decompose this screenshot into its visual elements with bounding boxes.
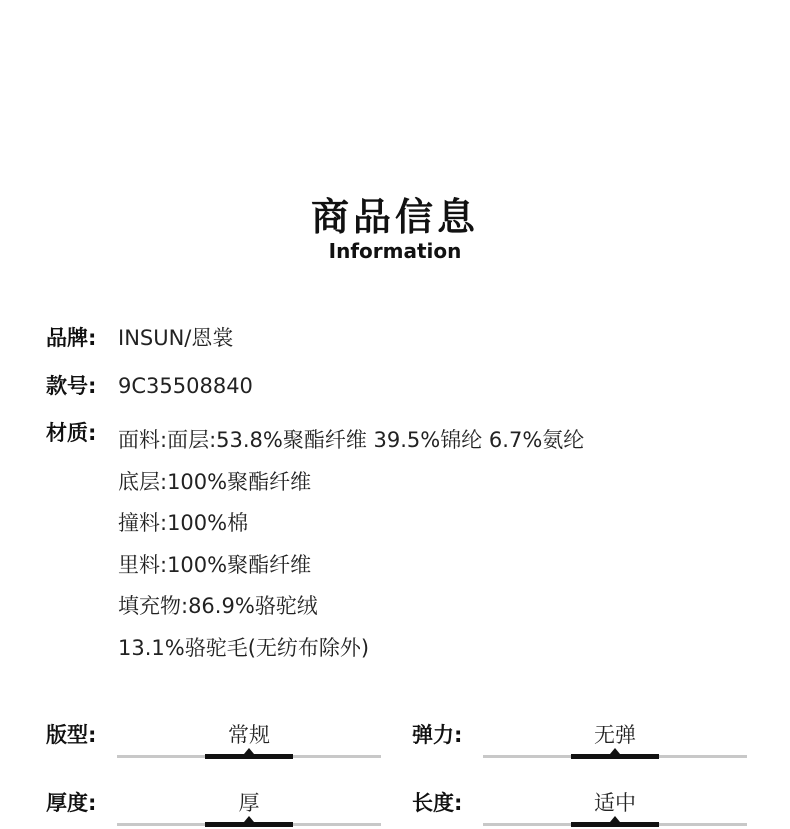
fit-label: 版型: [46,723,97,747]
material-line: 撞料:100%棉 [118,511,249,536]
material-line: 填充物:86.9%骆驼绒 [118,594,318,619]
scale-pointer-icon [244,748,254,754]
scale-marker [205,754,293,759]
length-label: 长度: [412,791,463,815]
thickness-label: 厚度: [46,791,97,815]
thickness-value: 厚 [238,791,260,815]
stretch-scale [483,721,747,761]
material-line: 底层:100%聚酯纤维 [118,469,312,494]
fit-scale [117,721,381,761]
length-scale [483,789,747,829]
model-value: 9C35508840 [118,374,253,398]
scale-marker [571,822,659,827]
scale-pointer-icon [610,748,620,754]
thickness-scale [117,789,381,829]
material-line: 面料:面层:53.8%聚酯纤维 39.5%锦纶 6.7%氨纶 [118,428,585,452]
page-subtitle: Information [328,239,462,263]
material-list [118,425,584,675]
stretch-value: 无弹 [594,723,636,747]
length-value: 适中 [594,791,636,815]
brand-value: INSUN/恩裳 [118,326,234,350]
fit-value: 常规 [228,723,270,747]
material-line: 里料:100%聚酯纤维 [118,552,312,577]
model-label: 款号: [46,374,97,398]
scale-pointer-icon [610,816,620,822]
material-label: 材质: [46,421,97,445]
brand-label: 品牌: [46,326,97,350]
material-line: 13.1%骆驼毛(无纺布除外) [118,635,370,660]
page-title: 商品信息 [310,195,479,239]
stretch-label: 弹力: [412,723,463,747]
scale-pointer-icon [244,816,254,822]
scale-marker [205,822,293,827]
scale-marker [571,754,659,759]
